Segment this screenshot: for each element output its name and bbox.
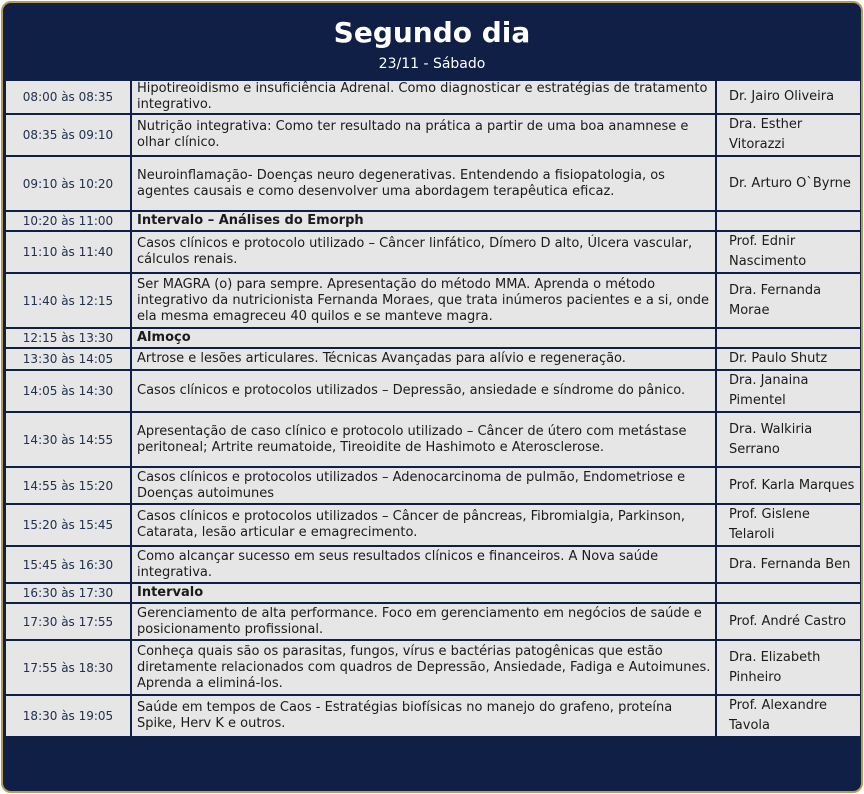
speaker-cell: Prof. André Castro: [716, 603, 861, 640]
table-row: [5, 156, 861, 211]
time-cell: 15:20 às 15:45: [5, 504, 131, 546]
time-cell: 16:30 às 17:30: [5, 583, 131, 603]
table-row: [5, 546, 861, 583]
table-row: [5, 348, 861, 370]
topic-cell: Apresentação de caso clínico e protocolo utilizado – Câncer de útero com metástase peritoneal; Artrite reumatoide, Tireoidite de Hashimoto e Aterosclerose.: [131, 412, 716, 467]
table-row: [5, 603, 861, 640]
time-cell: 13:30 às 14:05: [5, 348, 131, 370]
speaker-cell: Dr. Jairo Oliveira: [716, 80, 861, 114]
topic-cell: Casos clínicos e protocolos utilizados – Câncer de pâncreas, Fibromialgia, Parkinson, Catarata, lesão articular e emagrecimento.: [131, 504, 716, 546]
table-row: [5, 80, 861, 114]
table-row: [5, 211, 861, 231]
speaker-cell: Dra. Fernanda Morae: [716, 273, 861, 328]
break-cell: Almoço: [131, 328, 716, 348]
topic-cell: Como alcançar sucesso em seus resultados clínicos e financeiros. A Nova saúde integrativa.: [131, 546, 716, 583]
break-cell: Intervalo: [131, 583, 716, 603]
time-cell: 11:40 às 12:15: [5, 273, 131, 328]
speaker-cell: [716, 211, 861, 231]
table-row: [5, 273, 861, 328]
topic-cell: Casos clínicos e protocolos utilizados – Depressão, ansiedade e síndrome do pânico.: [131, 370, 716, 412]
speaker-cell: [716, 583, 861, 603]
speaker-cell: Prof. Alexandre Tavola: [716, 695, 861, 737]
table-row: [5, 412, 861, 467]
time-cell: 11:10 às 11:40: [5, 231, 131, 273]
header: [3, 3, 861, 79]
speaker-cell: Prof. Karla Marques: [716, 467, 861, 504]
time-cell: 17:55 às 18:30: [5, 640, 131, 695]
speaker-cell: Dra. Esther Vitorazzi: [716, 114, 861, 156]
speaker-cell: Dra. Walkiria Serrano: [716, 412, 861, 467]
page-title: Segundo dia: [333, 16, 531, 49]
time-cell: 14:05 às 14:30: [5, 370, 131, 412]
time-cell: 18:30 às 19:05: [5, 695, 131, 737]
topic-cell: Ser MAGRA (o) para sempre. Apresentação do método MMA. Aprenda o método integrativo da nutricionista Fernanda Moraes, que trata inúmeros pacientes e a si, onde ela mesma emagreceu 40 quilos e se manteve magra.: [131, 273, 716, 328]
speaker-cell: Prof. Gislene Telaroli: [716, 504, 861, 546]
speaker-cell: Dra. Janaina Pimentel: [716, 370, 861, 412]
speaker-cell: [716, 328, 861, 348]
speaker-cell: Dr. Paulo Shutz: [716, 348, 861, 370]
topic-cell: Casos clínicos e protocolos utilizados – Adenocarcinoma de pulmão, Endometriose e Doenças autoimunes: [131, 467, 716, 504]
time-cell: 14:55 às 15:20: [5, 467, 131, 504]
table-row: [5, 583, 861, 603]
table-row: [5, 640, 861, 695]
time-cell: 14:30 às 14:55: [5, 412, 131, 467]
topic-cell: Nutrição integrativa: Como ter resultado na prática a partir de uma boa anamnese e olhar clínico.: [131, 114, 716, 156]
topic-cell: Casos clínicos e protocolo utilizado – Câncer linfático, Dímero D alto, Úlcera vascular, cálculos renais.: [131, 231, 716, 273]
time-cell: 12:15 às 13:30: [5, 328, 131, 348]
table-row: [5, 695, 861, 737]
time-cell: 08:35 às 09:10: [5, 114, 131, 156]
time-cell: 17:30 às 17:55: [5, 603, 131, 640]
time-cell: 08:00 às 08:35: [5, 80, 131, 114]
speaker-cell: Dra. Fernanda Ben: [716, 546, 861, 583]
topic-cell: Saúde em tempos de Caos - Estratégias biofísicas no manejo do grafeno, proteína Spike, Herv K e outros.: [131, 695, 716, 737]
topic-cell: Artrose e lesões articulares. Técnicas Avançadas para alívio e regeneração.: [131, 348, 716, 370]
table-row: [5, 328, 861, 348]
time-cell: 15:45 às 16:30: [5, 546, 131, 583]
topic-cell: Conheça quais são os parasitas, fungos, vírus e bactérias patogênicas que estão diretamente relacionados com quadros de Depressão, Ansiedade, Fadiga e Autoimunes. Aprenda a eliminá-los.: [131, 640, 716, 695]
schedule-card: [1, 1, 863, 793]
topic-cell: Gerenciamento de alta performance. Foco em gerenciamento em negócios de saúde e posicionamento profissional.: [131, 603, 716, 640]
table-row: [5, 370, 861, 412]
speaker-cell: Prof. Ednir Nascimento: [716, 231, 861, 273]
speaker-cell: Dr. Arturo O`Byrne: [716, 156, 861, 211]
topic-cell: Neuroinflamação- Doenças neuro degenerativas. Entendendo a fisiopatologia, os agentes causais e como desenvolver uma abordagem terapêutica eficaz.: [131, 156, 716, 211]
schedule-table: [4, 79, 862, 738]
table-row: [5, 504, 861, 546]
table-row: [5, 467, 861, 504]
speaker-cell: Dra. Elizabeth Pinheiro: [716, 640, 861, 695]
break-cell: Intervalo – Análises do Emorph: [131, 211, 716, 231]
time-cell: 10:20 às 11:00: [5, 211, 131, 231]
table-row: [5, 114, 861, 156]
table-row: [5, 231, 861, 273]
topic-cell: Hipotireoidismo e insuficiência Adrenal. Como diagnosticar e estratégias de tratamento integrativo.: [131, 80, 716, 114]
time-cell: 09:10 às 10:20: [5, 156, 131, 211]
page-subtitle: 23/11 - Sábado: [378, 56, 486, 72]
